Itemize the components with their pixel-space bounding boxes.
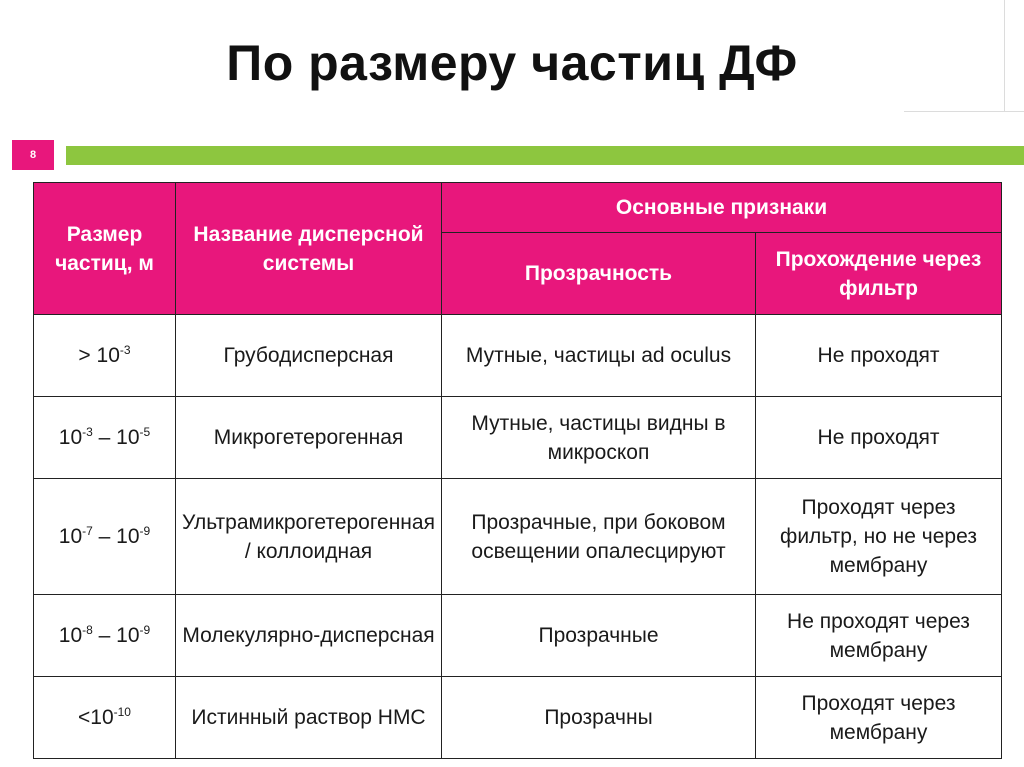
filter-cell: Не проходят [756,315,1002,397]
table-row [34,595,1002,677]
size-cell [34,595,176,677]
title-divider-bar [66,146,1024,165]
header-transparency: Прозрачность [442,233,756,315]
filter-cell: Проходят через фильтр, но не через мембрану [756,479,1002,595]
dispersion-table [33,182,1002,759]
header-filter: Прохождение через фильтр [756,233,1002,315]
size-value: 10 [58,624,83,647]
size-cell [34,315,176,397]
slide-title: По размеру частиц ДФ [226,35,798,91]
table-row [34,397,1002,479]
size-value-2: 10 [116,525,140,548]
size-exponent: -8 [82,623,93,637]
size-exponent-2: -9 [139,623,151,637]
size-exponent: -7 [82,524,93,538]
size-exponent: -10 [113,705,131,719]
size-exponent: -3 [119,343,131,357]
size-cell [34,677,176,759]
transparency-cell: Мутные, частицы видны в микроскоп [442,397,756,479]
size-value-2: 10 [116,624,140,647]
size-exponent: -3 [82,425,93,439]
transparency-cell: Прозрачны [442,677,756,759]
size-exponent-2: -9 [139,524,151,538]
size-dash: – [92,426,117,449]
name-cell: Истинный раствор НМС [176,677,442,759]
header-size: Размер частиц, м [34,183,176,315]
name-cell: Микрогетерогенная [176,397,442,479]
slide-number-badge: 8 [12,140,54,170]
size-value: 10 [58,426,83,449]
transparency-cell: Прозрачные [442,595,756,677]
size-value: 10 [58,525,83,548]
transparency-cell: Прозрачные, при боковом освещении опалесцируют [442,479,756,595]
name-cell: Ультрамикрогетерогенная / коллоидная [176,479,442,595]
table-row [34,677,1002,759]
filter-cell: Не проходят [756,397,1002,479]
size-dash: – [92,525,117,548]
header-features: Основные признаки [442,183,1002,233]
size-cell [34,397,176,479]
transparency-cell: Мутные, частицы ad oculus [442,315,756,397]
filter-cell: Проходят через мембрану [756,677,1002,759]
size-exponent-2: -5 [139,425,151,439]
corner-line-horizontal [904,111,1024,112]
table-row [34,315,1002,397]
name-cell: Грубодисперсная [176,315,442,397]
size-value: > 10 [78,344,120,367]
size-value: <10 [78,706,114,729]
table-row [34,479,1002,595]
filter-cell: Не проходят через мембрану [756,595,1002,677]
size-value-2: 10 [116,426,140,449]
size-dash: – [92,624,117,647]
name-cell: Молекулярно-дисперсная [176,595,442,677]
size-cell [34,479,176,595]
header-name: Название дисперсной системы [176,183,442,315]
